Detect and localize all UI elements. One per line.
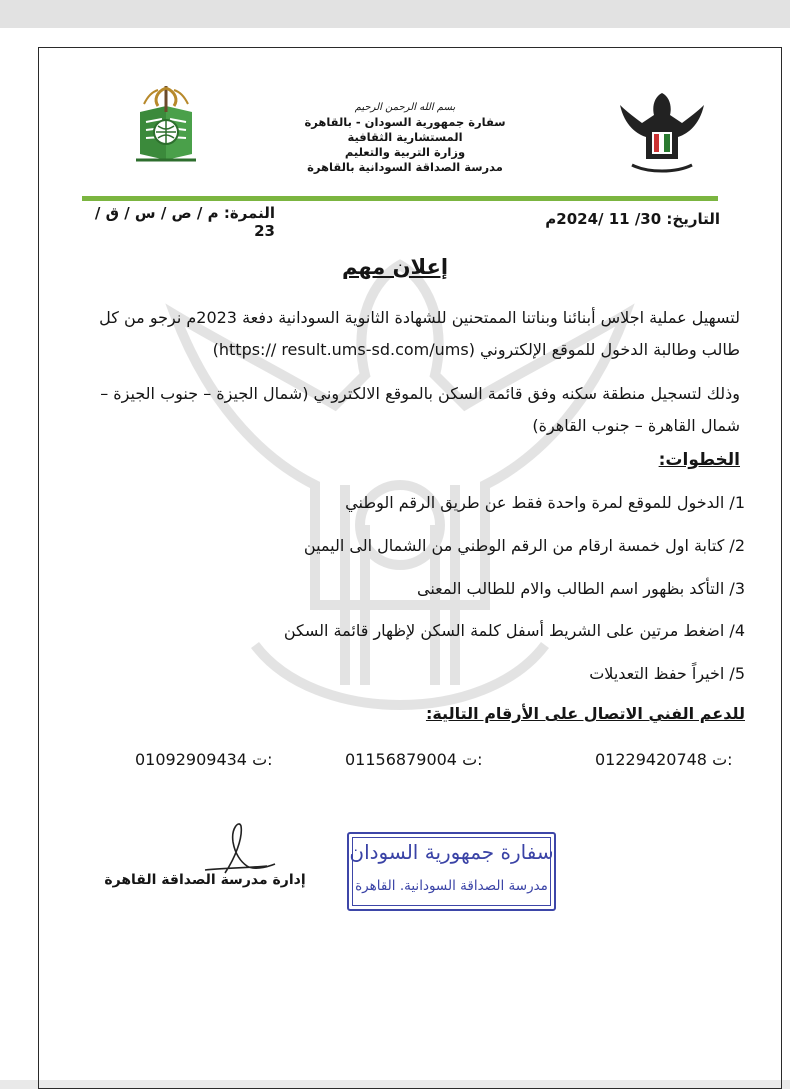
body-paragraph-2: وذلك لتسجيل منطقة سكنه وفق قائمة السكن بالموقع الالكتروني (شمال الجيزة – جنوب الجيزة – شمال القاهرة – جنوب القاهرة) bbox=[100, 384, 740, 435]
phone-prefix: ت: bbox=[712, 750, 733, 769]
phone-value: 01229420748 bbox=[595, 750, 707, 769]
letterhead-ministry: وزارة التربية والتعليم bbox=[344, 145, 466, 159]
step-item: 5/ اخيراً حفظ التعديلات bbox=[589, 664, 745, 683]
school-logo-icon bbox=[126, 82, 206, 167]
phone-prefix: ت: bbox=[252, 750, 273, 769]
phone-prefix: ت: bbox=[462, 750, 483, 769]
document-reference: النمرة: م / ص / س / ق / 23 bbox=[94, 204, 275, 240]
body-paragraph-1: لتسهيل عملية اجلاس أبنائنا وبناتنا الممتحنين للشهادة الثانوية السودانية دفعة 2023م نرجو من كل طالب وطالبة الدخول للموقع الإلكتروني (https:// result.ums-sd.com/ums) bbox=[99, 308, 740, 359]
step-item: 4/ اضغط مرتين على الشريط أسفل كلمة السكن لإظهار قائمة السكن bbox=[283, 621, 745, 640]
letterhead-cultural-office: المستشارية الثقافية bbox=[347, 130, 463, 144]
official-stamp bbox=[347, 832, 556, 911]
header-divider bbox=[82, 196, 718, 201]
sudan-emblem-icon bbox=[618, 85, 706, 175]
stamp-line-1: سفارة جمهورية السودان bbox=[349, 840, 554, 864]
steps-heading: الخطوات: bbox=[658, 450, 740, 470]
step-item: 3/ التأكد بظهور اسم الطالب والام للطالب المعنى bbox=[417, 579, 745, 598]
letterhead-embassy: سفارة جمهورية السودان - بالقاهرة bbox=[304, 115, 506, 129]
letterhead-school: مدرسة الصداقة السودانية بالقاهرة bbox=[307, 160, 503, 174]
step-item: 2/ كتابة اول خمسة ارقام من الرقم الوطني من الشمال الى اليمين bbox=[303, 536, 745, 555]
administration-signoff: إدارة مدرسة الصداقة القاهرة bbox=[104, 872, 306, 888]
support-heading: للدعم الفني الاتصال على الأرقام التالية: bbox=[425, 704, 745, 723]
phone-value: 01156879004 bbox=[345, 750, 457, 769]
phone-number-3 bbox=[135, 750, 273, 769]
phone-number-2 bbox=[345, 750, 483, 769]
announcement-title: إعلان مهم bbox=[341, 255, 449, 279]
document-date: التاريخ: 30/ 11 /2024م bbox=[545, 210, 720, 228]
viewer-top-bar bbox=[0, 0, 790, 28]
phone-number-1 bbox=[595, 750, 733, 769]
basmala: بسم الله الرحمن الرحيم bbox=[354, 102, 456, 113]
step-item: 1/ الدخول للموقع لمرة واحدة فقط عن طريق الرقم الوطني bbox=[345, 493, 745, 512]
stamp-line-2: مدرسة الصداقة السودانية. القاهرة bbox=[355, 878, 548, 894]
letterhead bbox=[290, 100, 520, 175]
phone-value: 01092909434 bbox=[135, 750, 247, 769]
handwritten-signature-icon bbox=[195, 818, 285, 878]
